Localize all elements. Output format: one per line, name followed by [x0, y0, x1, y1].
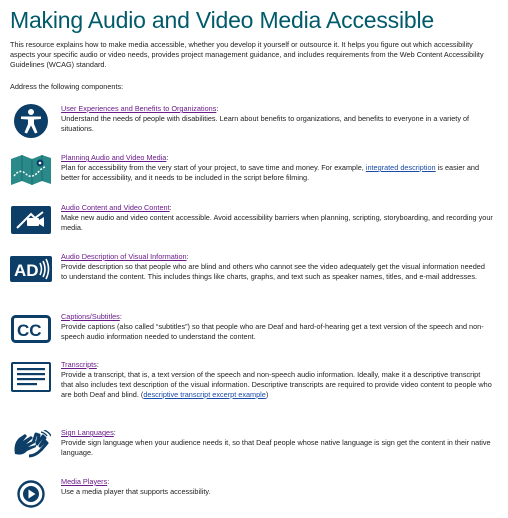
component-transcripts: Transcripts: Provide a transcript, that is, a text version of the speech and non-speech audio information. Ideally, make it a descriptive transcript that also includes text description of the visual information. Descriptive transcripts are required to provide video content to people who are both Deaf and blind. (descriptive transcript excerpt example): [10, 360, 498, 400]
closed-captions-icon: [10, 312, 52, 346]
sign-languages-desc: Provide sign language when your audience needs it, so that Deaf people whose native language is sign get the content in their native language.: [61, 438, 491, 457]
map-icon: [10, 153, 52, 187]
component-planning: Planning Audio and Video Media: Plan for accessibility from the very start of your project, to save time and money. For example, integrated description is easier and better for accessibility, and it needs to be included in the script before filming.: [10, 153, 498, 193]
component-user-experiences: User Experiences and Benefits to Organizations: Understand the needs of people with disabilities. Learn about benefits to organizations, and benefits to everyone in a variety of situations.: [10, 104, 498, 144]
audio-video-content-link[interactable]: Audio Content and Video Content: [61, 203, 170, 212]
video-camera-icon: [10, 203, 52, 237]
planning-desc-start: Plan for accessibility from the very start of your project, to save time and money. For example,: [61, 163, 366, 172]
audio-video-content-desc: Make new audio and video content accessible. Avoid accessibility barriers when planning, scripting, storyboarding, and recording your media.: [61, 213, 493, 232]
media-players-desc: Use a media player that supports accessibility.: [61, 487, 211, 496]
transcripts-desc-end: ): [265, 390, 269, 399]
address-heading: Address the following components:: [10, 82, 124, 91]
captions-desc: Provide captions (also called “subtitles”) so that people who are Deaf and hard-of-hearing get a text version of the speech and non-speech audio information needed to understand the content.: [61, 322, 484, 341]
audio-description-icon-label: AD: [14, 261, 39, 280]
audio-description-link[interactable]: Audio Description of Visual Information: [61, 252, 187, 261]
component-captions: CC Captions/Subtitles: Provide captions (also called “subtitles”) so that people who are Deaf and hard-of-hearing get a text version of the speech and non-speech audio information needed to understand the content.: [10, 312, 498, 352]
planning-link[interactable]: Planning Audio and Video Media: [61, 153, 167, 162]
media-players-link[interactable]: Media Players: [61, 477, 108, 486]
sign-language-icon: [10, 428, 52, 462]
user-experiences-desc: Understand the needs of people with disabilities. Learn about benefits to organizations, and benefits to everyone in a variety of situations.: [61, 114, 470, 133]
transcript-icon: [10, 360, 52, 394]
audio-description-icon: [10, 252, 52, 286]
captions-link[interactable]: Captions/Subtitles: [61, 312, 120, 321]
user-experiences-link[interactable]: User Experiences and Benefits to Organizations: [61, 104, 217, 113]
accessibility-person-icon: [10, 104, 52, 138]
descriptive-transcript-link[interactable]: descriptive transcript excerpt example: [143, 390, 266, 399]
audio-description-desc: Provide description so that people who are blind and others who cannot see the video adequately get the visual information needed to understand the content. This includes things like charts, graphs, and text such as speaker names, titles, and e-mail addresses.: [61, 262, 485, 281]
integrated-description-link[interactable]: integrated description: [365, 163, 436, 172]
component-audio-description: AD Audio Description of Visual Information: Provide description so that people who are blind and others who cannot see the video adequately get the visual information needed to understand the content. This includes things like charts, graphs, and text such as speaker names, titles, and e-mail addresses.: [10, 252, 498, 292]
component-media-players: Media Players: Use a media player that supports accessibility.: [10, 477, 498, 517]
intro-paragraph: This resource explains how to make media accessible, whether you develop it yourself or outsource it. It helps you figure out which accessibility aspects your specific audio or video needs, provides project management guidance, and includes requirements from the Web Content Accessibility Guidelines (WCAG) standard.: [10, 40, 484, 69]
component-audio-video-content: Audio Content and Video Content: Make new audio and video content accessible. Avoid accessibility barriers when planning, scripting, storyboarding, and recording your media.: [10, 203, 498, 243]
planning-desc-end: is easier and better for accessibility, and it needs to be included in the script before filming.: [61, 163, 480, 182]
transcripts-desc-start: Provide a transcript, that is, a text version of the speech and non-speech audio information. Ideally, make it a descriptive transcript that also includes text description of the visual information. Descriptive transcripts are required to provide video content to people who are both Deaf and blind. (: [61, 370, 492, 399]
transcripts-link[interactable]: Transcripts: [61, 360, 97, 369]
closed-captions-icon-label: CC: [17, 321, 42, 340]
page-title: Making Audio and Video Media Accessible: [10, 7, 434, 33]
component-sign-languages: Sign Languages: Provide sign language when your audience needs it, so that Deaf people whose native language is sign get the content in their native language.: [10, 428, 498, 468]
play-button-icon: [10, 477, 52, 511]
sign-languages-link[interactable]: Sign Languages: [61, 428, 114, 437]
